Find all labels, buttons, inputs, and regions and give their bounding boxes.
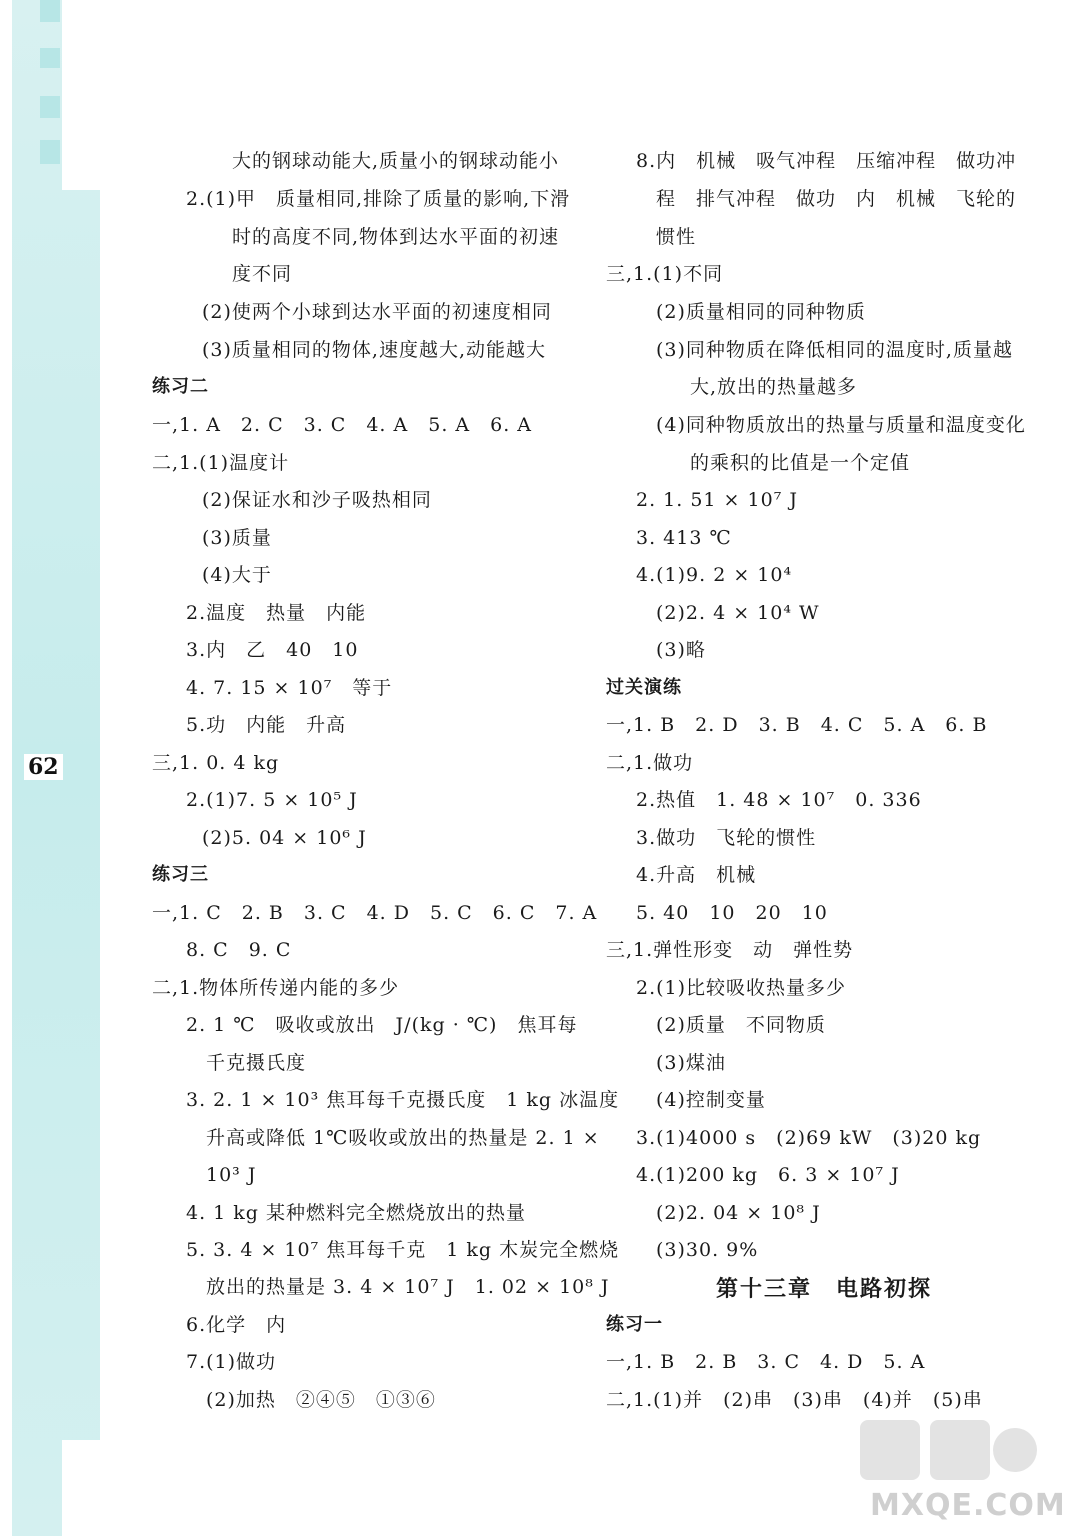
text-line: 千克摄氏度 bbox=[206, 1052, 307, 1074]
text-line: 6.化学 内 bbox=[186, 1314, 287, 1336]
text-line: (2)加热 ②④⑤ ①③⑥ bbox=[206, 1389, 436, 1411]
text-line: (3)同种物质在降低相同的温度时,质量越 bbox=[656, 339, 1013, 361]
text-line: 2. 1 ℃ 吸收或放出 J/(kg · ℃) 焦耳每 bbox=[186, 1014, 578, 1036]
text-line: 2. 1. 51 × 10⁷ J bbox=[636, 489, 798, 511]
section-heading: 练习一 bbox=[606, 1314, 663, 1335]
watermark-block bbox=[860, 1420, 920, 1480]
text-line: 一,1. B 2. D 3. B 4. C 5. A 6. B bbox=[606, 714, 988, 736]
chapter-title: 第十三章 电路初探 bbox=[716, 1277, 933, 1302]
text-line: 2.(1)甲 质量相同,排除了质量的影响,下滑 bbox=[186, 188, 571, 210]
text-line: 一,1. C 2. B 3. C 4. D 5. C 6. C 7. A bbox=[152, 902, 598, 924]
text-line: (3)煤油 bbox=[656, 1052, 726, 1074]
page-number: 62 bbox=[24, 754, 63, 780]
strip-block bbox=[40, 96, 60, 118]
text-line: 二,1.做功 bbox=[606, 752, 694, 774]
text-line: (2)使两个小球到达水平面的初速度相同 bbox=[202, 301, 552, 323]
text-line: 4.(1)200 kg 6. 3 × 10⁷ J bbox=[636, 1164, 900, 1186]
text-line: 一,1. A 2. C 3. C 4. A 5. A 6. A bbox=[152, 414, 533, 436]
strip-block bbox=[40, 0, 60, 22]
text-line: 二,1.(1)并 (2)串 (3)串 (4)并 (5)串 bbox=[606, 1389, 983, 1411]
strip-block bbox=[40, 140, 60, 164]
text-line: 2.温度 热量 内能 bbox=[186, 602, 367, 624]
text-line: 3. 2. 1 × 10³ 焦耳每千克摄氏度 1 kg 冰温度 bbox=[186, 1089, 620, 1111]
text-line: (4)大于 bbox=[202, 564, 272, 586]
text-line: 3.做功 飞轮的惯性 bbox=[636, 827, 817, 849]
text-line: 3.内 乙 40 10 bbox=[186, 639, 359, 661]
text-line: 5.功 内能 升高 bbox=[186, 714, 347, 736]
text-line: 5. 40 10 20 10 bbox=[636, 902, 828, 924]
text-line: (3)30. 9% bbox=[656, 1239, 759, 1261]
text-line: 三,1.(1)不同 bbox=[606, 263, 724, 285]
text-line: (3)质量相同的物体,速度越大,动能越大 bbox=[202, 339, 546, 361]
text-line: 的乘积的比值是一个定值 bbox=[690, 452, 911, 474]
text-line: 大,放出的热量越多 bbox=[690, 376, 858, 398]
strip-left-edge bbox=[0, 0, 12, 1536]
text-line: (2)质量相同的同种物质 bbox=[656, 301, 866, 323]
text-line: (3)略 bbox=[656, 639, 706, 661]
text-line: 3. 413 ℃ bbox=[636, 527, 732, 549]
text-line: (2)保证水和沙子吸热相同 bbox=[202, 489, 432, 511]
watermark-block bbox=[930, 1420, 990, 1480]
text-line: 8. C 9. C bbox=[186, 939, 292, 961]
text-line: (2)5. 04 × 10⁶ J bbox=[202, 827, 367, 849]
text-line: 度不同 bbox=[232, 263, 293, 285]
text-line: 4.升高 机械 bbox=[636, 864, 757, 886]
text-line: 10³ J bbox=[206, 1164, 257, 1186]
text-line: 2.热值 1. 48 × 10⁷ 0. 336 bbox=[636, 789, 922, 811]
text-line: 2.(1)比较吸收热量多少 bbox=[636, 977, 847, 999]
text-line: (2)2. 4 × 10⁴ W bbox=[656, 602, 820, 624]
watermark-text: MXQE.COM bbox=[870, 1488, 1066, 1523]
text-line: 大的钢球动能大,质量小的钢球动能小 bbox=[232, 150, 560, 172]
text-line: (3)质量 bbox=[202, 527, 272, 549]
text-line: (4)同种物质放出的热量与质量和温度变化 bbox=[656, 414, 1026, 436]
text-line: 2.(1)7. 5 × 10⁵ J bbox=[186, 789, 358, 811]
text-line: 惯性 bbox=[656, 226, 697, 248]
text-line: 二,1.物体所传递内能的多少 bbox=[152, 977, 400, 999]
text-line: (2)质量 不同物质 bbox=[656, 1014, 826, 1036]
watermark-circle bbox=[993, 1428, 1037, 1472]
text-line: 3.(1)4000 s (2)69 kW (3)20 kg bbox=[636, 1127, 982, 1149]
text-line: 升高或降低 1℃吸收或放出的热量是 2. 1 × bbox=[206, 1127, 600, 1149]
strip-top-cutout bbox=[62, 0, 102, 190]
section-heading: 练习二 bbox=[152, 376, 209, 397]
strip-bottom-cutout bbox=[62, 1440, 102, 1536]
text-line: 5. 3. 4 × 10⁷ 焦耳每千克 1 kg 木炭完全燃烧 bbox=[186, 1239, 620, 1261]
text-line: 7.(1)做功 bbox=[186, 1351, 277, 1373]
text-line: (2)2. 04 × 10⁸ J bbox=[656, 1202, 821, 1224]
text-line: 4. 1 kg 某种燃料完全燃烧放出的热量 bbox=[186, 1202, 527, 1224]
strip-block bbox=[40, 48, 60, 68]
text-line: 时的高度不同,物体到达水平面的初速 bbox=[232, 226, 560, 248]
text-line: 4. 7. 15 × 10⁷ 等于 bbox=[186, 677, 393, 699]
text-line: 三,1. 0. 4 kg bbox=[152, 752, 280, 774]
section-heading: 练习三 bbox=[152, 864, 209, 885]
text-line: 三,1.弹性形变 动 弹性势 bbox=[606, 939, 854, 961]
text-line: 8.内 机械 吸气冲程 压缩冲程 做功冲 bbox=[636, 150, 1017, 172]
text-line: 放出的热量是 3. 4 × 10⁷ J 1. 02 × 10⁸ J bbox=[206, 1276, 610, 1298]
text-line: 程 排气冲程 做功 内 机械 飞轮的 bbox=[656, 188, 1017, 210]
text-line: (4)控制变量 bbox=[656, 1089, 766, 1111]
text-line: 二,1.(1)温度计 bbox=[152, 452, 290, 474]
text-line: 一,1. B 2. B 3. C 4. D 5. A bbox=[606, 1351, 926, 1373]
section-heading: 过关演练 bbox=[606, 677, 682, 698]
text-line: 4.(1)9. 2 × 10⁴ bbox=[636, 564, 793, 586]
